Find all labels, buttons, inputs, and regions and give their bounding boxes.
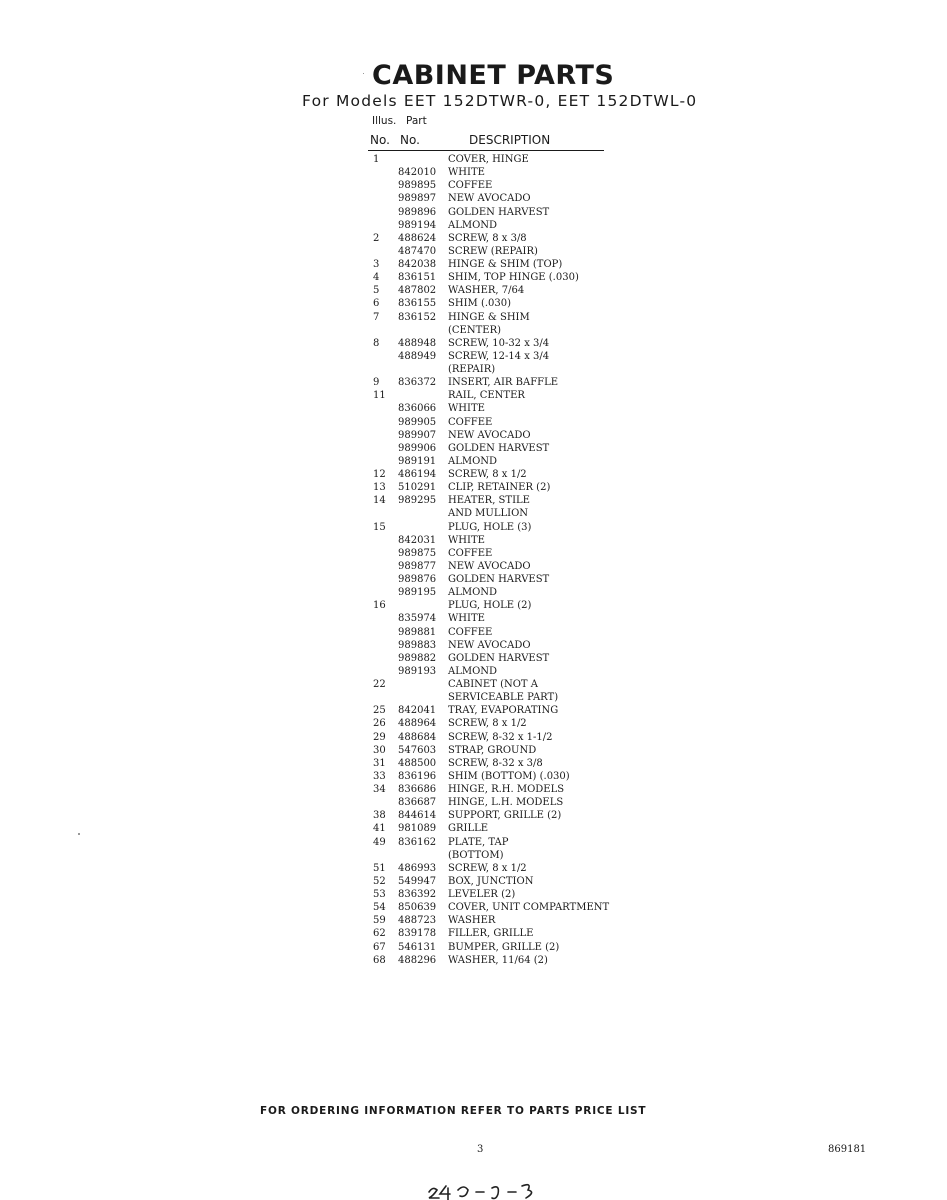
table-row bbox=[0, 442, 947, 455]
table-row bbox=[0, 836, 947, 849]
part-number: 989193 bbox=[398, 665, 437, 677]
table-row bbox=[0, 429, 947, 442]
table-row bbox=[0, 678, 947, 691]
part-number: 842010 bbox=[398, 167, 437, 179]
part-number: 836151 bbox=[398, 272, 437, 284]
part-description: WASHER bbox=[448, 915, 496, 927]
table-row bbox=[0, 507, 947, 520]
part-description: BUMPER, GRILLE (2) bbox=[448, 941, 560, 953]
part-number: 989191 bbox=[398, 455, 437, 467]
part-number: 836066 bbox=[398, 403, 437, 415]
part-number: 989195 bbox=[398, 587, 437, 599]
part-description: FILLER, GRILLE bbox=[448, 928, 534, 940]
table-row bbox=[0, 652, 947, 665]
table-row bbox=[0, 731, 947, 744]
part-description: SHIM (BOTTOM) (.030) bbox=[448, 770, 570, 782]
table-row bbox=[0, 783, 947, 796]
part-description: SHIM, TOP HINGE (.030) bbox=[448, 272, 579, 284]
ordering-footer: FOR ORDERING INFORMATION REFER TO PARTS PRICE LIST bbox=[260, 1105, 647, 1117]
part-number: 989906 bbox=[398, 442, 437, 454]
part-description: INSERT, AIR BAFFLE bbox=[448, 377, 559, 389]
part-number: 842038 bbox=[398, 259, 437, 270]
part-description: NEW AVOCADO bbox=[448, 639, 531, 651]
table-row bbox=[0, 179, 947, 192]
part-description: GOLDEN HARVEST bbox=[448, 206, 550, 218]
illus-number: 13 bbox=[373, 482, 386, 494]
table-row bbox=[0, 586, 947, 599]
table-row bbox=[0, 927, 947, 940]
table-row bbox=[0, 297, 947, 310]
table-row bbox=[0, 744, 947, 757]
part-number: 836152 bbox=[398, 311, 437, 323]
illus-number: 51 bbox=[373, 862, 386, 874]
part-number: 486194 bbox=[398, 469, 437, 480]
part-description: BOX, JUNCTION bbox=[448, 875, 534, 887]
part-description: WASHER, 7/64 bbox=[448, 285, 525, 297]
illus-number: 12 bbox=[373, 469, 386, 480]
page-number: 3 bbox=[477, 1144, 484, 1155]
table-row bbox=[0, 626, 947, 639]
illus-number: 30 bbox=[373, 744, 386, 756]
part-number: 488500 bbox=[398, 757, 437, 769]
parts-table bbox=[0, 153, 947, 967]
table-row bbox=[0, 573, 947, 586]
part-description: GOLDEN HARVEST bbox=[448, 442, 550, 454]
part-description: ALMOND bbox=[448, 219, 498, 231]
table-row bbox=[0, 704, 947, 717]
part-number: 488723 bbox=[398, 915, 437, 927]
table-row bbox=[0, 455, 947, 468]
illus-number: 29 bbox=[373, 731, 386, 743]
illus-number: 3 bbox=[373, 259, 380, 270]
part-description: CABINET (NOT A bbox=[448, 679, 538, 690]
header-part-label: Part bbox=[406, 115, 427, 127]
part-description: WHITE bbox=[448, 167, 485, 179]
part-number: 488948 bbox=[398, 337, 437, 349]
table-row bbox=[0, 822, 947, 835]
table-row bbox=[0, 468, 947, 481]
part-description: SCREW, 8 x 3/8 bbox=[448, 232, 527, 244]
part-number: 989877 bbox=[398, 560, 437, 572]
table-row bbox=[0, 271, 947, 284]
table-row bbox=[0, 284, 947, 297]
illus-number: 38 bbox=[373, 810, 386, 822]
part-description: WHITE bbox=[448, 403, 485, 415]
table-row bbox=[0, 324, 947, 337]
part-description: SUPPORT, GRILLE (2) bbox=[448, 810, 562, 822]
table-row bbox=[0, 547, 947, 560]
part-description: ALMOND bbox=[448, 587, 498, 599]
table-row bbox=[0, 153, 947, 166]
table-row bbox=[0, 809, 947, 822]
table-row bbox=[0, 416, 947, 429]
header-part-no: No. bbox=[400, 133, 420, 147]
part-number: 989907 bbox=[398, 429, 437, 441]
illus-number: 16 bbox=[373, 600, 386, 612]
part-description: CLIP, RETAINER (2) bbox=[448, 482, 551, 494]
part-number: 839178 bbox=[398, 928, 437, 940]
table-row bbox=[0, 941, 947, 954]
part-description: SCREW, 8 x 1/2 bbox=[448, 718, 527, 730]
part-description: SERVICEABLE PART) bbox=[448, 692, 559, 704]
part-number: 488624 bbox=[398, 232, 437, 244]
part-description: WHITE bbox=[448, 534, 485, 546]
illus-number: 1 bbox=[373, 154, 380, 165]
part-description: WHITE bbox=[448, 613, 485, 625]
scan-speck bbox=[363, 73, 364, 74]
part-description: HINGE, R.H. MODELS bbox=[448, 784, 565, 795]
part-number: 547603 bbox=[398, 744, 437, 756]
table-row bbox=[0, 599, 947, 612]
part-number: 836392 bbox=[398, 889, 437, 900]
table-row bbox=[0, 350, 947, 363]
illus-number: 4 bbox=[373, 272, 380, 284]
part-number: 836162 bbox=[398, 836, 437, 848]
scan-speck bbox=[78, 833, 80, 835]
illus-number: 22 bbox=[373, 679, 386, 690]
part-number: 989896 bbox=[398, 206, 437, 218]
illus-number: 14 bbox=[373, 495, 386, 507]
part-description: NEW AVOCADO bbox=[448, 560, 531, 572]
part-number: 981089 bbox=[398, 823, 437, 835]
illus-number: 62 bbox=[373, 928, 386, 940]
illus-number: 26 bbox=[373, 718, 386, 730]
part-description: SCREW, 10-32 x 3/4 bbox=[448, 337, 550, 349]
illus-number: 68 bbox=[373, 954, 386, 966]
part-number: 989875 bbox=[398, 547, 437, 559]
part-number: 487470 bbox=[398, 245, 437, 257]
part-description: SCREW, 8 x 1/2 bbox=[448, 862, 527, 874]
part-description: NEW AVOCADO bbox=[448, 193, 531, 205]
page-title: CABINET PARTS bbox=[372, 60, 615, 91]
illus-number: 9 bbox=[373, 377, 380, 389]
part-description: WASHER, 11/64 (2) bbox=[448, 954, 548, 966]
part-description: GOLDEN HARVEST bbox=[448, 652, 550, 664]
part-number: 835974 bbox=[398, 613, 437, 625]
model-subtitle: For Models EET 152DTWR-0, EET 152DTWL-0 bbox=[302, 92, 698, 110]
table-row bbox=[0, 402, 947, 415]
part-description: SCREW (REPAIR) bbox=[448, 245, 538, 257]
table-row bbox=[0, 363, 947, 376]
part-number: 488684 bbox=[398, 731, 437, 743]
table-row bbox=[0, 849, 947, 862]
table-row bbox=[0, 521, 947, 534]
part-description: SCREW, 8 x 1/2 bbox=[448, 469, 527, 480]
header-description: DESCRIPTION bbox=[469, 133, 551, 147]
illus-number: 11 bbox=[373, 390, 386, 402]
part-number: 989295 bbox=[398, 495, 437, 507]
part-description: SCREW, 8-32 x 1-1/2 bbox=[448, 731, 553, 743]
part-description: ALMOND bbox=[448, 665, 498, 677]
part-description: HEATER, STILE bbox=[448, 495, 530, 507]
part-number: 836686 bbox=[398, 784, 437, 795]
table-row bbox=[0, 796, 947, 809]
part-description: LEVELER (2) bbox=[448, 889, 516, 900]
part-description: COFFEE bbox=[448, 416, 493, 428]
part-description: (CENTER) bbox=[448, 324, 502, 336]
illus-number: 53 bbox=[373, 889, 386, 900]
part-description: COFFEE bbox=[448, 547, 493, 559]
illus-number: 67 bbox=[373, 941, 386, 953]
illus-number: 8 bbox=[373, 337, 380, 349]
part-description: TRAY, EVAPORATING bbox=[448, 705, 559, 717]
table-row bbox=[0, 954, 947, 967]
part-number: 549947 bbox=[398, 875, 437, 887]
part-number: 850639 bbox=[398, 902, 437, 914]
part-description: (BOTTOM) bbox=[448, 849, 504, 861]
table-row bbox=[0, 665, 947, 678]
part-number: 842041 bbox=[398, 705, 437, 717]
part-description: COVER, HINGE bbox=[448, 154, 529, 165]
table-row bbox=[0, 770, 947, 783]
part-number: 842031 bbox=[398, 534, 437, 546]
table-row bbox=[0, 389, 947, 402]
part-description: (REPAIR) bbox=[448, 364, 496, 375]
part-number: 486993 bbox=[398, 862, 437, 874]
illus-number: 33 bbox=[373, 770, 386, 782]
part-number: 989895 bbox=[398, 180, 437, 192]
table-row bbox=[0, 232, 947, 245]
table-row bbox=[0, 245, 947, 258]
part-description: COVER, UNIT COMPARTMENT bbox=[448, 902, 610, 914]
table-row bbox=[0, 862, 947, 875]
illus-number: 59 bbox=[373, 915, 386, 927]
table-row bbox=[0, 639, 947, 652]
table-row bbox=[0, 691, 947, 704]
part-description: NEW AVOCADO bbox=[448, 429, 531, 441]
illus-number: 31 bbox=[373, 757, 386, 769]
table-row bbox=[0, 494, 947, 507]
table-row bbox=[0, 534, 947, 547]
part-number: 836196 bbox=[398, 770, 437, 782]
part-description: STRAP, GROUND bbox=[448, 744, 537, 756]
illus-number: 5 bbox=[373, 285, 380, 297]
illus-number: 49 bbox=[373, 836, 386, 848]
part-number: 989905 bbox=[398, 416, 437, 428]
header-illus-label: Illus. bbox=[372, 115, 397, 127]
header-illus-no: No. bbox=[370, 133, 390, 147]
table-row bbox=[0, 166, 947, 179]
part-description: ALMOND bbox=[448, 455, 498, 467]
part-number: 989881 bbox=[398, 626, 437, 638]
illus-number: 2 bbox=[373, 232, 380, 244]
illus-number: 25 bbox=[373, 705, 386, 717]
part-description: GOLDEN HARVEST bbox=[448, 574, 550, 585]
part-number: 989882 bbox=[398, 652, 437, 664]
table-row bbox=[0, 376, 947, 389]
illus-number: 7 bbox=[373, 311, 380, 323]
table-row bbox=[0, 888, 947, 901]
table-row bbox=[0, 875, 947, 888]
part-description: COFFEE bbox=[448, 626, 493, 638]
part-description: HINGE & SHIM bbox=[448, 311, 530, 323]
part-number: 836687 bbox=[398, 797, 437, 809]
part-number: 989883 bbox=[398, 639, 437, 651]
table-row bbox=[0, 311, 947, 324]
part-number: 488949 bbox=[398, 350, 437, 362]
table-row bbox=[0, 337, 947, 350]
document-code: 869181 bbox=[828, 1144, 867, 1155]
table-row bbox=[0, 612, 947, 625]
part-description: COFFEE bbox=[448, 180, 493, 192]
part-description: HINGE, L.H. MODELS bbox=[448, 797, 564, 809]
table-row bbox=[0, 219, 947, 232]
table-row bbox=[0, 192, 947, 205]
table-row bbox=[0, 560, 947, 573]
illus-number: 52 bbox=[373, 875, 386, 887]
part-number: 488296 bbox=[398, 954, 437, 966]
part-number: 546131 bbox=[398, 941, 437, 953]
part-number: 989194 bbox=[398, 219, 437, 231]
table-row bbox=[0, 914, 947, 927]
part-description: HINGE & SHIM (TOP) bbox=[448, 259, 563, 270]
part-description: PLUG, HOLE (3) bbox=[448, 521, 532, 533]
part-description: PLUG, HOLE (2) bbox=[448, 600, 532, 612]
part-number: 989897 bbox=[398, 193, 437, 205]
part-number: 836372 bbox=[398, 377, 437, 389]
part-description: SHIM (.030) bbox=[448, 298, 512, 310]
table-row bbox=[0, 901, 947, 914]
part-number: 510291 bbox=[398, 482, 437, 494]
table-row bbox=[0, 757, 947, 770]
part-number: 487802 bbox=[398, 285, 437, 297]
part-number: 844614 bbox=[398, 810, 437, 822]
part-number: 989876 bbox=[398, 574, 437, 585]
illus-number: 41 bbox=[373, 823, 386, 835]
part-description: PLATE, TAP bbox=[448, 836, 509, 848]
part-description: RAIL, CENTER bbox=[448, 390, 525, 402]
part-description: SCREW, 12-14 x 3/4 bbox=[448, 350, 550, 362]
part-description: SCREW, 8-32 x 3/8 bbox=[448, 757, 543, 769]
table-row bbox=[0, 258, 947, 271]
illus-number: 15 bbox=[373, 521, 386, 533]
part-description: GRILLE bbox=[448, 823, 489, 835]
illus-number: 34 bbox=[373, 784, 386, 795]
part-number: 488964 bbox=[398, 718, 437, 730]
table-row bbox=[0, 206, 947, 219]
part-description: AND MULLION bbox=[448, 508, 529, 520]
illus-number: 54 bbox=[373, 902, 386, 914]
illus-number: 6 bbox=[373, 298, 380, 310]
table-row bbox=[0, 717, 947, 730]
header-divider bbox=[368, 150, 604, 151]
handwritten-note bbox=[426, 1176, 546, 1200]
table-row bbox=[0, 481, 947, 494]
part-number: 836155 bbox=[398, 298, 437, 310]
